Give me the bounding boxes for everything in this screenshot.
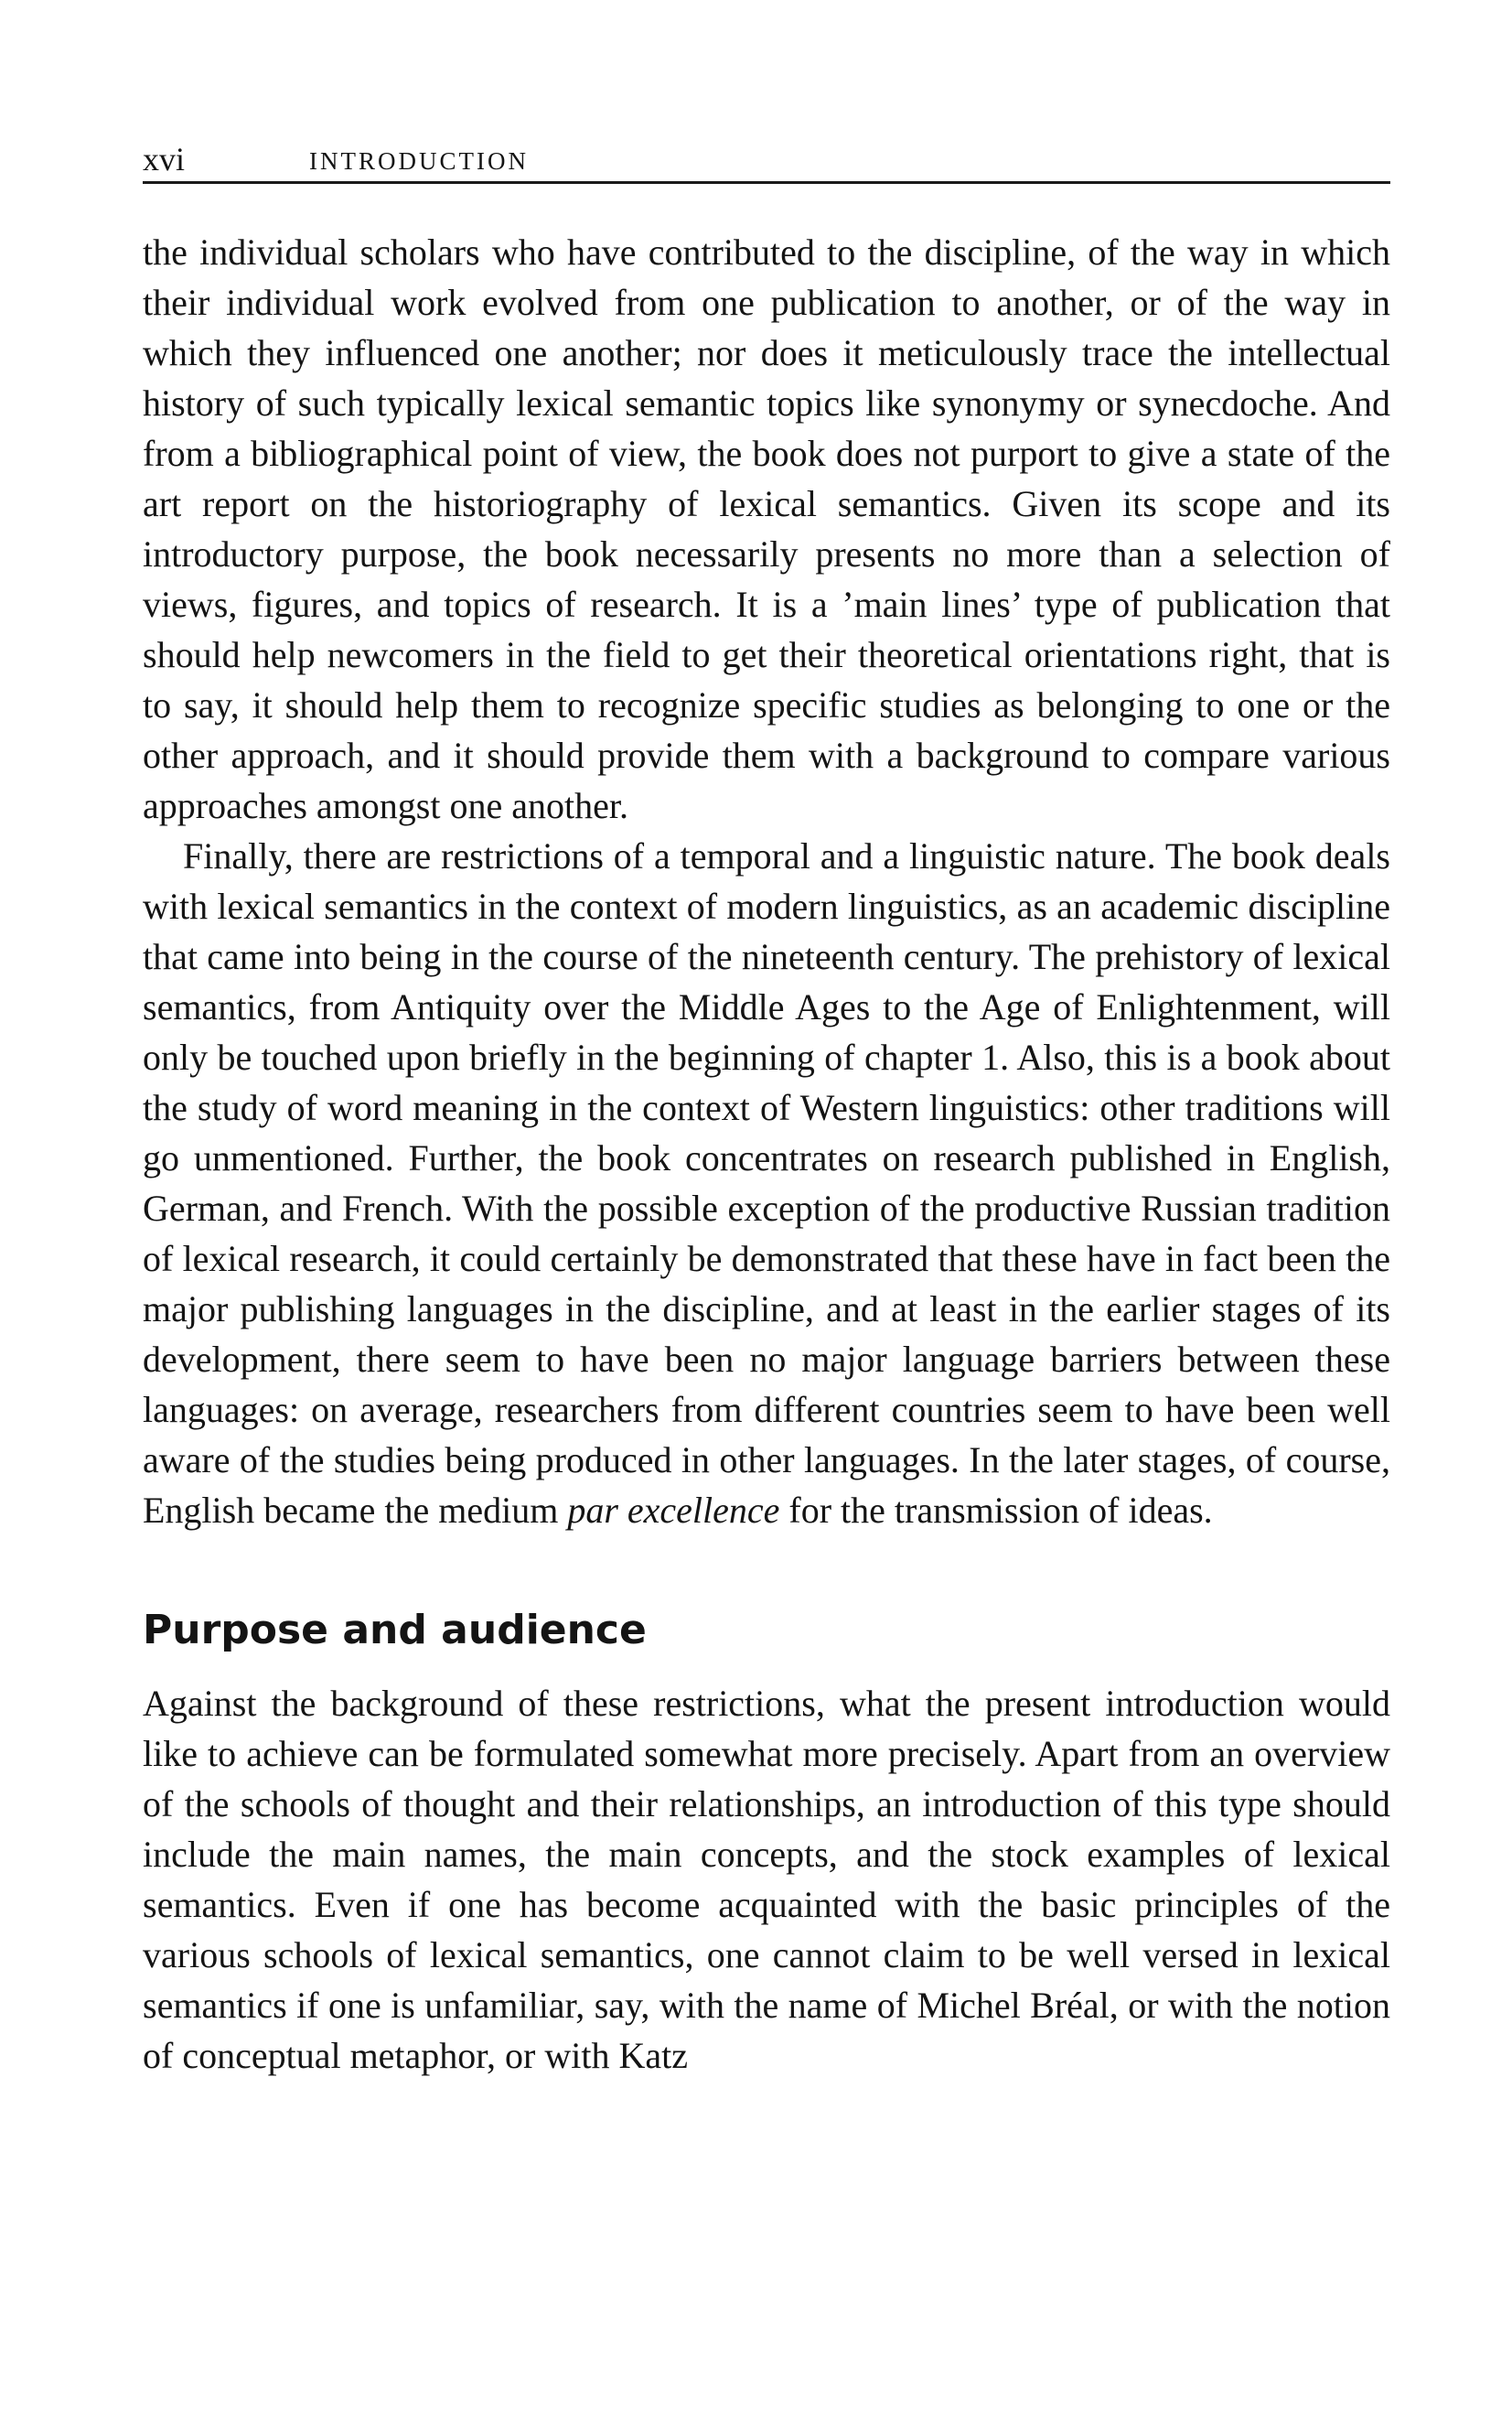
italic-phrase: par excellence [567,1490,780,1531]
paragraph-restrictions-ending: for the transmission of ideas. [779,1490,1213,1531]
page-header [143,137,1390,184]
paragraph-restrictions-text: Finally, there are restrictions of a temporal and a linguistic nature. The book deals with lexical semantics in the context of modern linguistics, as an academic discipline that came into being in the course of the nineteenth century. The prehistory of lexical semantics, from Antiquity over the Middle Ages to the Age of Enlightenment, will only be touched upon briefly in the beginning of chapter 1. Also, this is a book about the study of word meaning in the context of Western linguistics: other traditions will go unmentioned. Further, the book concentrates on research published in English, German, and French. With the possible exception of the productive Russian tradition of lexical research, it could certainly be demonstrated that these have in fact been the major publishing languages in the discipline, and at least in the earlier stages of its development, there seem to have been no major language barriers between these languages: on average, researchers from different countries seem to have been well aware of the studies being produced in other languages. In the later stages, of course, English became the medium [143,835,1390,1531]
paragraph-restrictions [143,831,1390,1535]
paragraph-continuation: the individual scholars who have contributed to the discipline, of the way in which their individual work evolved from one publication to another, or of the way in which they influenced one another; nor does it meticulously trace the intellectual history of such typically lexical semantic topics like synonymy or synecdoche. And from a bibliographical point of view, the book does not purport to give a state of the art report on the historiography of lexical semantics. Given its scope and its introductory purpose, the book necessarily presents no more than a selection of views, figures, and topics of research. It is a ’main lines’ type of publication that should help newcomers in the field to get their theoretical orientations right, that is to say, it should help them to recognize specific studies as belonging to one or the other approach, and it should provide them with a background to compare various approaches amongst one another. [143,231,1390,826]
page-number: xvi [143,141,186,178]
page-body [143,227,1390,2081]
section-heading: Purpose and audience [143,1607,647,1653]
paragraph-purpose: Against the background of these restrictions, what the present introduction would like to achieve can be formulated somewhat more precisely. Apart from an overview of the schools of thought and their relationships, an introduction of this type should include the main names, the main concepts, and the stock examples of lexical semantics. Even if one has become acquainted with the basic principles of the various schools of lexical semantics, one cannot claim to be well versed in lexical semantics if one is unfamiliar, say, with the name of Michel Bréal, or with the notion of conceptual metaphor, or with Katz [143,1683,1390,2076]
running-head: INTRODUCTION [309,147,529,175]
